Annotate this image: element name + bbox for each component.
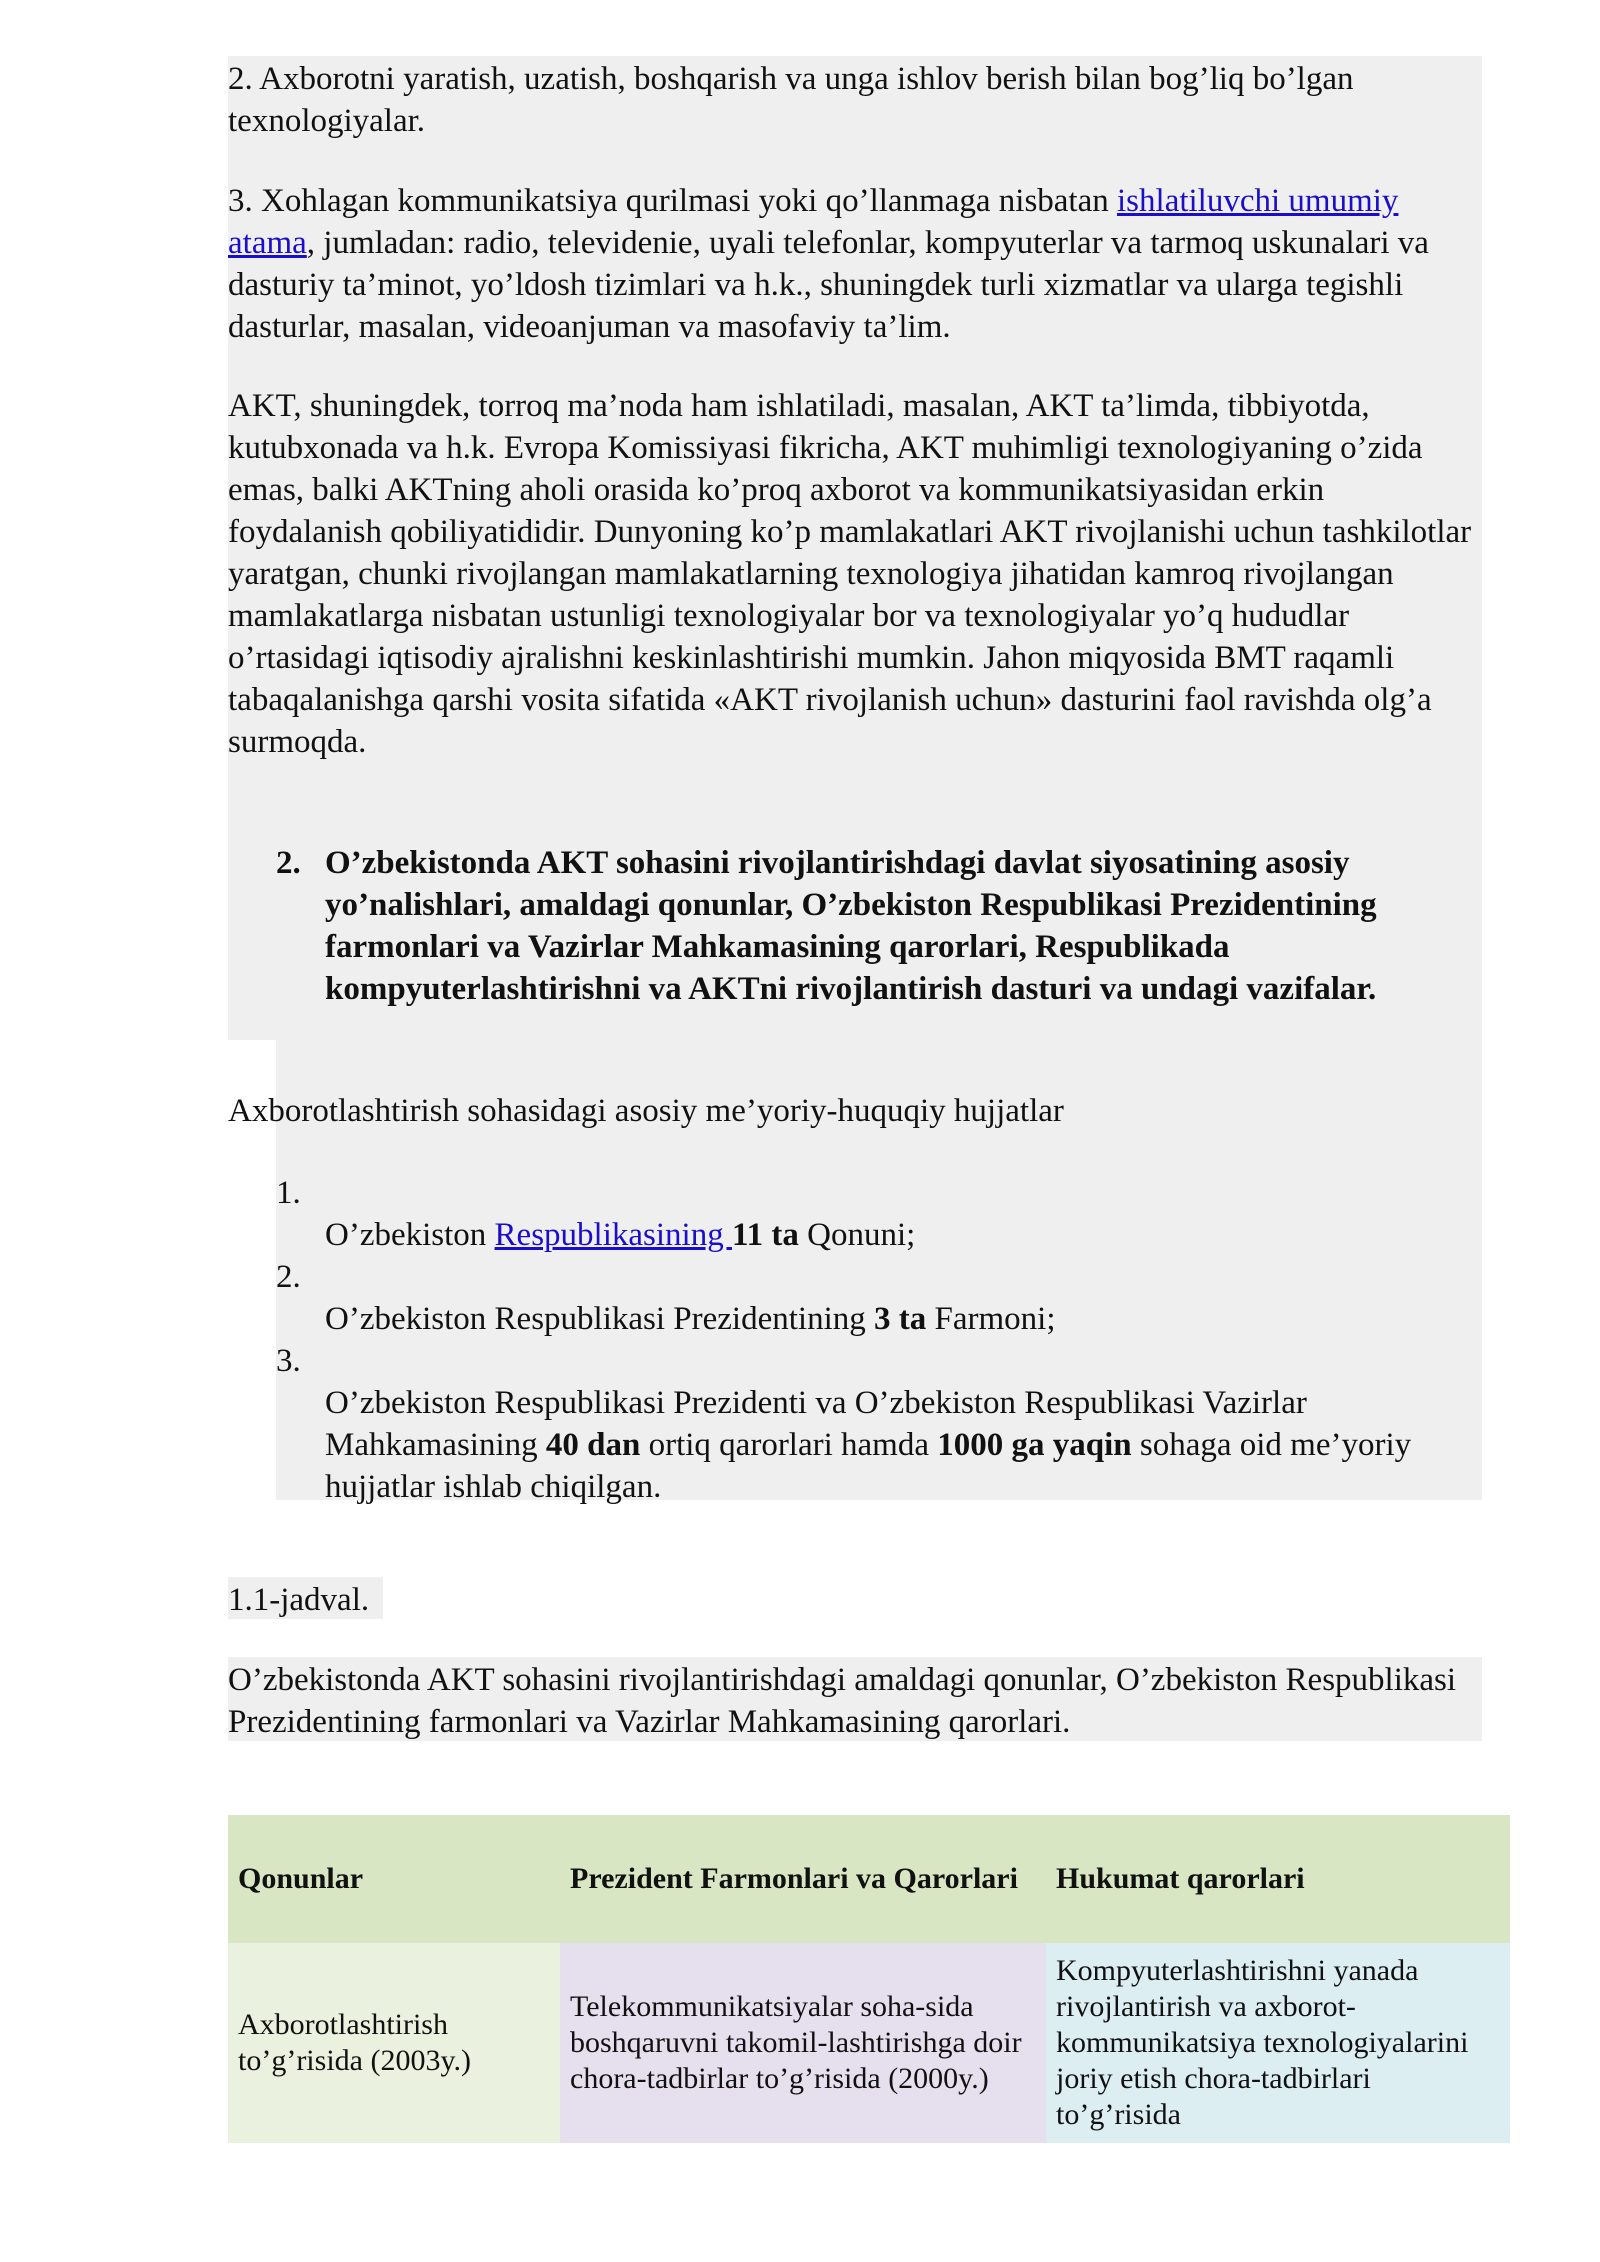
laws-table: [228, 1815, 1510, 2143]
list-number-2: 2.: [276, 1259, 301, 1295]
table-cell: Axborotlashtirish to’g’risida (2003y.): [228, 1943, 560, 2143]
heading-number: 2.: [276, 845, 301, 881]
paragraph-item-2: 2. Axborotni yaratish, uzatish, boshqarish va unga ishlov berish bilan bog’liq bo’lgan texnologiyalar.: [228, 61, 1354, 139]
list-item-2: O’zbekiston Respublikasi Prezidentining 3 ta Farmoni;: [325, 1301, 1056, 1337]
section-heading: O’zbekistonda AKT sohasini rivojlantirishdagi davlat siyosatining asosiy yo’nalishlari, amaldagi qonunlar, O’zbekiston Respublikasi Prezidentining farmonlari va Vazirlar Mahkamasining qarorlari, Respublikada kompyuterlashtirishni va AKTni rivojlantirish dasturi va undagi vazifalar.: [325, 845, 1377, 1007]
header-qonunlar: Qonunlar: [228, 1815, 560, 1943]
table-header-row: [228, 1815, 1510, 1943]
paragraph-item-3: 3. Xohlagan kommunikatsiya qurilmasi yoki qo’llanmaga nisbatan ishlatiluvchi umumiy atama, jumladan: radio, televidenie, uyali telefonlar, kompyuterlar va tarmoq uskunalari va dasturiy ta’minot, yo’ldosh tizimlari va h.k., shuningdek turli xizmatlar va ularga tegishli dasturlar, masalan, videoanjuman va masofaviy ta’lim.: [228, 183, 1429, 345]
header-hukumat: Hukumat qarorlari: [1046, 1815, 1510, 1943]
list-item-3: O’zbekiston Respublikasi Prezidenti va O’zbekiston Respublikasi Vazirlar Mahkamasining 40 dan ortiq qarorlari hamda 1000 ga yaqin sohaga oid me’yoriy hujjatlar ishlab chiqilgan.: [325, 1385, 1412, 1505]
paragraph-akt: AKT, shuningdek, torroq ma’noda ham ishlatiladi, masalan, AKT ta’limda, tibbiyotda, kutubxonada va h.k. Evropa Komissiyasi fikricha, AKT muhimligi texnologiyaning o’zida emas, balki AKTning aholi orasida ko’proq axborot va kommunikatsiyasidan erkin foydalanish qobiliyatididir. Dunyoning ko’p mamlakatlari AKT rivojlanishi uchun tashkilotlar yaratgan, chunki rivojlangan mamlakatlarning texnologiya jihatidan kamroq rivojlangan mamlakatlarga nisbatan ustunligi texnologiyalar bor va texnologiyalar yo’q hududlar o’rtasidagi iqtisodiy ajralishni keskinlashtirishi mumkin. Jahon miqyosida BMT raqamli tabaqalanishga qarshi vosita sifatida «AKT rivojlanish uchun» dasturini faol ravishda olg’a surmoqda.: [228, 388, 1472, 760]
docs-intro: Axborotlashtirish sohasidagi asosiy me’yoriy-huquqiy hujjatlar: [228, 1093, 1064, 1129]
table-caption: O’zbekistonda AKT sohasini rivojlantirishdagi amaldagi qonunlar, O’zbekiston Respublikasi Prezidentining farmonlari va Vazirlar Mahkamasining qarorlari.: [228, 1662, 1457, 1740]
ishlatiluvchi-link[interactable]: ishlatiluvchi umumiy atama: [228, 183, 1399, 261]
table-cell: Telekommunikatsiyalar soha-sida boshqaruvni takomil-lashtirishga doir chora-tadbirlar to’g’risida (2000y.): [560, 1943, 1046, 2143]
list-item-1: O’zbekiston Respublikasining 11 ta Qonuni;: [325, 1217, 916, 1253]
list-number-1: 1.: [276, 1175, 301, 1211]
table-row: [228, 1943, 1510, 2143]
header-prezident: Prezident Farmonlari va Qarorlari: [560, 1815, 1046, 1943]
respublikasining-link[interactable]: Respublikasining: [494, 1217, 732, 1253]
table-cell: Kompyuterlashtirishni yanada rivojlantirish va axborot-kommunikatsiya texnologiyalarini joriy etish chora-tadbirlari to’g’risida: [1046, 1943, 1510, 2143]
list-number-3: 3.: [276, 1343, 301, 1379]
table-label: 1.1-jadval.: [228, 1582, 370, 1618]
